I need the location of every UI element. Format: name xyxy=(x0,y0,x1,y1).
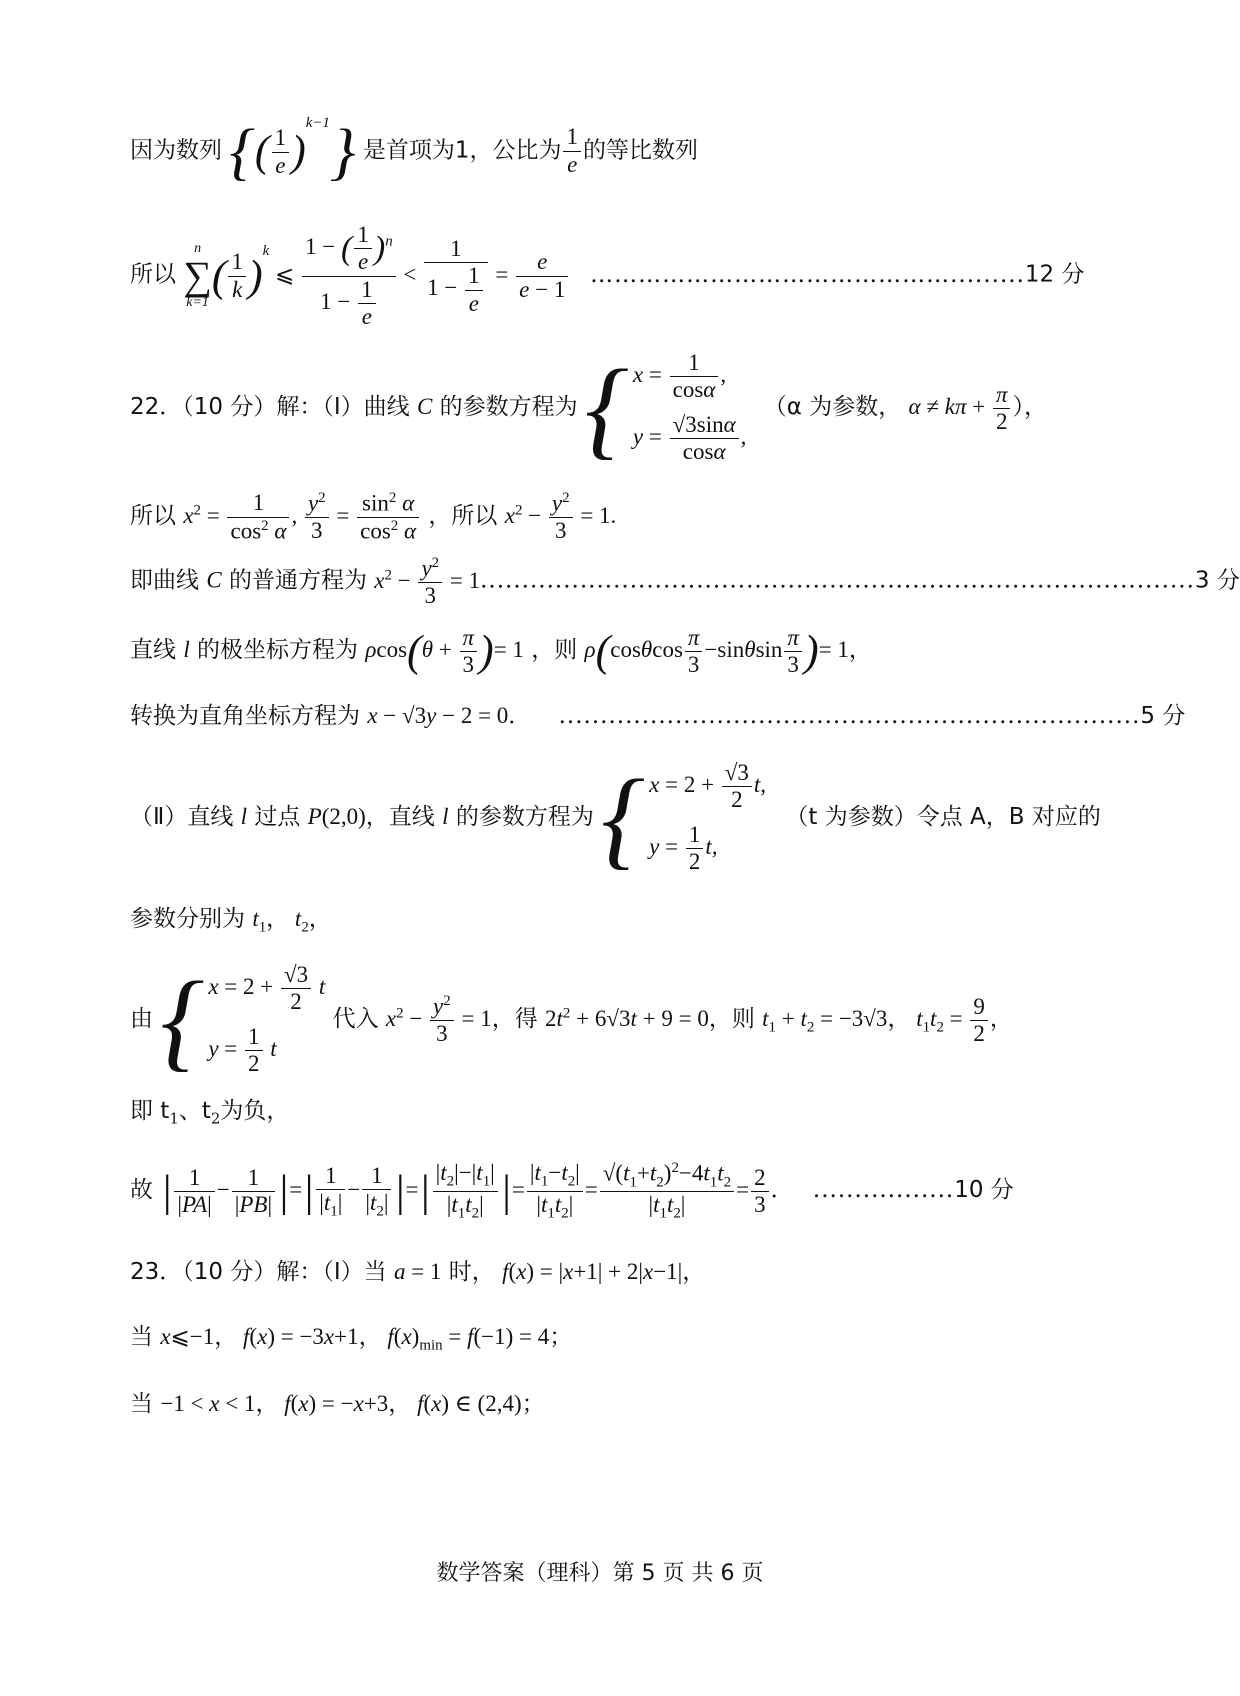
math-sum: n ∑ k=1 ( $\frac{1}{k}$ )$^k$ ⩽ 1 − ( $\frac{1}{e}$ )$^n$ 1 − $\frac{1}{e}$ < 1 1 − $\frac{1}{e}$ = $\frac{e}{e - 1}$ xyxy=(183,262,576,287)
q23-header: 23．（10 分）解：（Ⅰ）当 a = 1 时， f(x) = |x+1| + 2|x−1|， xyxy=(130,1259,706,1285)
line-case-1: 当 x⩽−1， f(x) = −3x+1， $f(x)_{min} = f(-1) = 4$； xyxy=(130,1324,573,1354)
line-substitution: 由 { x = 2 + $\frac{√3}{2}$ t y = $\frac{1}{2}$ t 代入 $x^2$ − $\frac{y^2}{3}$ = 1，得 $2t^2 + 6√3t + 9 = 0$，则 $t_1 + t_2 = -3√3$， $t_1t_2$ = $\frac{9}{2}$ ， xyxy=(130,958,1013,1081)
line-case-2: 当 −1 < x < 1， f(x) = −x+3， f(x) ∈ (2,4)； xyxy=(130,1391,545,1417)
line-geometric-sequence: 因为数列 {( $\frac{1}{e}$ )$^{k-1}$} 是首项为1，公比为 $\frac{1}{e}$ 的等比数列 xyxy=(130,114,698,187)
line-t-negative: 即 $t_1$、$t_2$为负， xyxy=(130,1098,290,1128)
line-sum-inequality: 所以 n ∑ k=1 ( $\frac{1}{k}$ )$^k$ ⩽ 1 − ( $\frac{1}{e}$ )$^n$ 1 − $\frac{1}{e}$ < 1 1 − $\frac{1}{e}$ = $\frac{e}{e - 1}$ ……………………………………….........12 分 xyxy=(130,222,1085,330)
param-system-l: { x = 2 + $\frac{√3}{2}$ t, y = $\frac{1}{2}$ t, xyxy=(601,756,767,879)
line-polar: 直线 l 的极坐标方程为 ρcos(θ + $\frac{\pi}{3}$ )= 1 ，则 ρ(cosθcos $\frac{\pi}{3}$ −sinθsin $\frac{\pi}{3}$ )= 1， xyxy=(130,625,872,678)
q22-header: 22．（10 分）解：（Ⅰ）曲线 C 的参数方程为 { x = $\frac{1}{\cos\alpha}$ , y = $\frac{√3\sin\alpha}{\cos\alpha}$ , （α 为参数， α ≠ kπ + $\frac{\pi}{2}$ ）， xyxy=(130,346,1047,469)
line-normal-equation: 即曲线 C 的普通方程为 $x^2$ − $\frac{y^2}{3}$ = 1......................................................................................3 分 xyxy=(130,555,1240,609)
param-system-c: { x = $\frac{1}{\cos\alpha}$ , y = $\frac{√3\sin\alpha}{\cos\alpha}$ , xyxy=(584,346,747,469)
line-x2-y2: 所以 $x^2$ = $\frac{1}{\cos^2 \alpha}$ , $\frac{y^2}{3}$ = $\frac{\sin^2 \alpha}{\cos^2 \alpha}$ ，所以 $x^2$ − $\frac{y^2}{3}$ = 1. xyxy=(130,490,617,544)
line-params-t: 参数分别为 $t_1$， $t_2$， xyxy=(130,906,332,936)
page-footer: 数学答案（理科）第 5 页 共 6 页 xyxy=(436,1561,764,1586)
line-part2-param: （Ⅱ）直线 l 过点 P(2,0)，直线 l 的参数方程为 { x = 2 + $\frac{√3}{2}$ t, y = $\frac{1}{2}$ t, （t 为参数）令点 A，B 对应的 xyxy=(130,756,1101,879)
line-final-result: 故 | $\frac{1}{|PA|}$ − $\frac{1}{|PB|}$ |=| $\frac{1}{|t_1|}$ − $\frac{1}{|t_2|}$ |=| $\frac{|t_2|-|t_1|}{|t_1t_2|}$ |= $\frac{|t_1-t_2|}{|t_1t_2|}$ = $\frac{√(t_1+t_2)^2-4t_1t_2}{|t_1t_2|}$ = $\frac{2}{3}$ ． .................10 分 xyxy=(130,1160,1014,1223)
math-sequence: {( $\frac{1}{e}$ )$^{k-1}$} xyxy=(229,114,356,187)
param-system-sub: { x = 2 + $\frac{√3}{2}$ t y = $\frac{1}{2}$ t xyxy=(160,958,326,1081)
line-cartesian: 转换为直角坐标方程为 x − √3y − 2 = 0． ......................................................................5 分 xyxy=(130,703,1186,729)
